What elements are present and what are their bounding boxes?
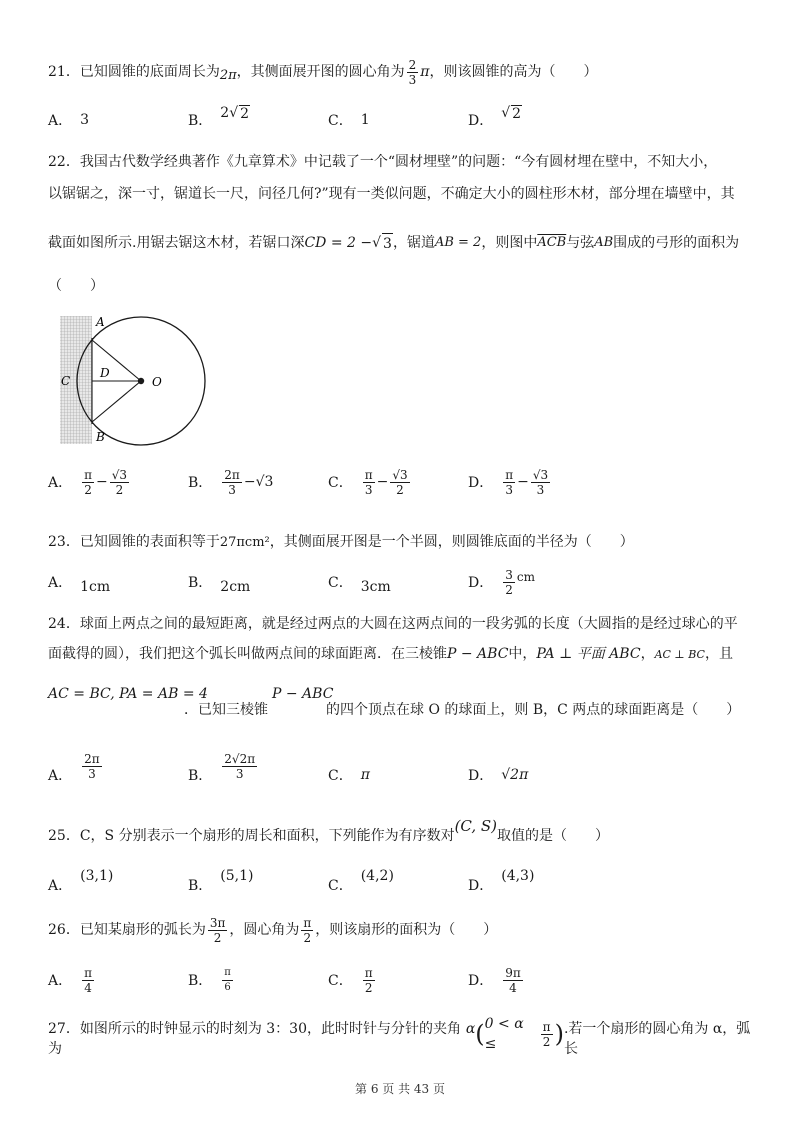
question-22-line3: 截面如图所示.用锯去锯这木材，若锯口深 CD = 2 − √ 3 ，锯道 AB = 2 ，则图中 $\overline{ACB}$ 与弦 AB 围成的弓形的面积为 [48, 234, 740, 252]
option-d[interactable]: D． (4,3) [468, 868, 535, 894]
option-d[interactable]: D． √ 2 [468, 104, 522, 129]
option-a[interactable]: A． $\frac{\pi}{4}$ [48, 965, 93, 995]
question-22-options [48, 462, 768, 502]
question-25-stem: 25．C，S 分别表示一个扇形的周长和面积，下列能作为有序数对 (C, S) 取值的是（ ） [48, 817, 610, 844]
option-b[interactable]: B． 2cm [188, 575, 251, 595]
option-b[interactable]: B． $\frac{2\pi}{3}$ − √3 [188, 467, 274, 497]
option-a[interactable]: A． 1cm [48, 575, 111, 595]
question-24-options [48, 746, 768, 786]
option-d[interactable]: D． $\frac{3}{2}$ cm [468, 567, 535, 597]
option-b[interactable]: B． $\frac{\pi}{6}$ [188, 966, 231, 993]
question-21-stem: 21．已知圆锥的底面周长为 2π ，其侧面展开图的圆心角为 $\frac{2}{3}$ π ，则该圆锥的高为（ ） [48, 57, 598, 87]
question-24-line1: 24．球面上两点之间的最短距离，就是经过两点的大圆在这两点间的一段劣弧的长度（大圆指的是经过球心的平 [48, 616, 738, 632]
question-21-options [48, 100, 768, 140]
page-footer: 第 6 页 共 43 页 [355, 1082, 445, 1096]
circle-in-wall-figure [58, 310, 228, 450]
option-c[interactable]: C． (4,2) [328, 868, 394, 894]
question-23-stem: 23．已知圆锥的表面积等于27πcm²，其侧面展开图是一个半圆，则圆锥底面的半径为（ ） [48, 534, 634, 550]
label-a: A [96, 315, 105, 329]
option-a[interactable]: A． 3 [48, 112, 90, 129]
label-d: D [100, 366, 110, 380]
option-c[interactable]: C． $\frac{\pi}{2}$ [328, 965, 373, 995]
option-b[interactable]: B． 2 √ 2 [188, 104, 250, 129]
question-24-line3: AC = BC, PA = AB = 4 ．已知三棱锥 P − ABC 的四个顶点在球 O 的球面上，则 B，C 两点的球面距离是（ ） [48, 686, 741, 718]
label-o: O [152, 375, 162, 389]
question-24-line2: 面截得的圆），我们把这个弧长叫做两点间的球面距离．在三棱锥P − ABC中，PA ⊥ 平面 ABC，AC ⊥ BC，且 [48, 646, 733, 662]
option-a[interactable]: A． (3,1) [48, 868, 114, 894]
option-b[interactable]: B． $\frac{2√2\pi}{3}$ [188, 751, 256, 784]
option-b[interactable]: B． (5,1) [188, 868, 254, 894]
option-c[interactable]: C． 1 [328, 112, 370, 129]
radius-ob [92, 381, 141, 422]
label-b: B [96, 430, 105, 444]
question-23-options [48, 562, 768, 602]
question-26-options [48, 960, 768, 1000]
label-c: C [61, 374, 71, 388]
question-22-line2: 以锯锯之，深一寸，锯道长一尺，问径几何?”现有一类似问题，不确定大小的圆柱形木材，部分埋在墙壁中，其 [48, 186, 735, 202]
q21-angle-fraction: $\frac{2}{3}$ [408, 57, 417, 87]
option-a[interactable]: A． $\frac{2\pi}{3}$ [48, 751, 100, 784]
question-22-paren: （ ） [48, 278, 104, 294]
center-point [138, 378, 144, 384]
question-27-stem: 27．如图所示的时钟显示的时刻为 3：30，此时时针与分针的夹角为 α ( 0 < α ≤ $\frac{\pi}{2}$ ) .若一个扇形的圆心角为 α，弧长 [48, 1016, 751, 1057]
option-c[interactable]: C． 3cm [328, 575, 391, 595]
option-c[interactable]: C． $\frac{\pi}{3}$ − $\frac{√3}{2}$ [328, 467, 408, 497]
option-d[interactable]: D． $\frac{\pi}{3}$ − $\frac{√3}{3}$ [468, 467, 549, 497]
question-25-options [48, 856, 768, 896]
option-d[interactable]: D． √2π [468, 767, 529, 784]
option-d[interactable]: D． $\frac{9\pi}{4}$ [468, 965, 521, 995]
question-22-line1: 22．我国古代数学经典著作《九章算术》中记载了一个“圆材埋壁”的问题：“今有圆材埋在壁中，不知大小， [48, 154, 718, 170]
option-a[interactable]: A． $\frac{\pi}{2}$ − $\frac{√3}{2}$ [48, 467, 128, 497]
option-c[interactable]: C． π [328, 767, 370, 784]
question-26-stem: 26．已知某扇形的弧长为 $\frac{3\pi}{2}$ ，圆心角为 $\frac{\pi}{2}$ ，则该扇形的面积为（ ） [48, 915, 498, 945]
